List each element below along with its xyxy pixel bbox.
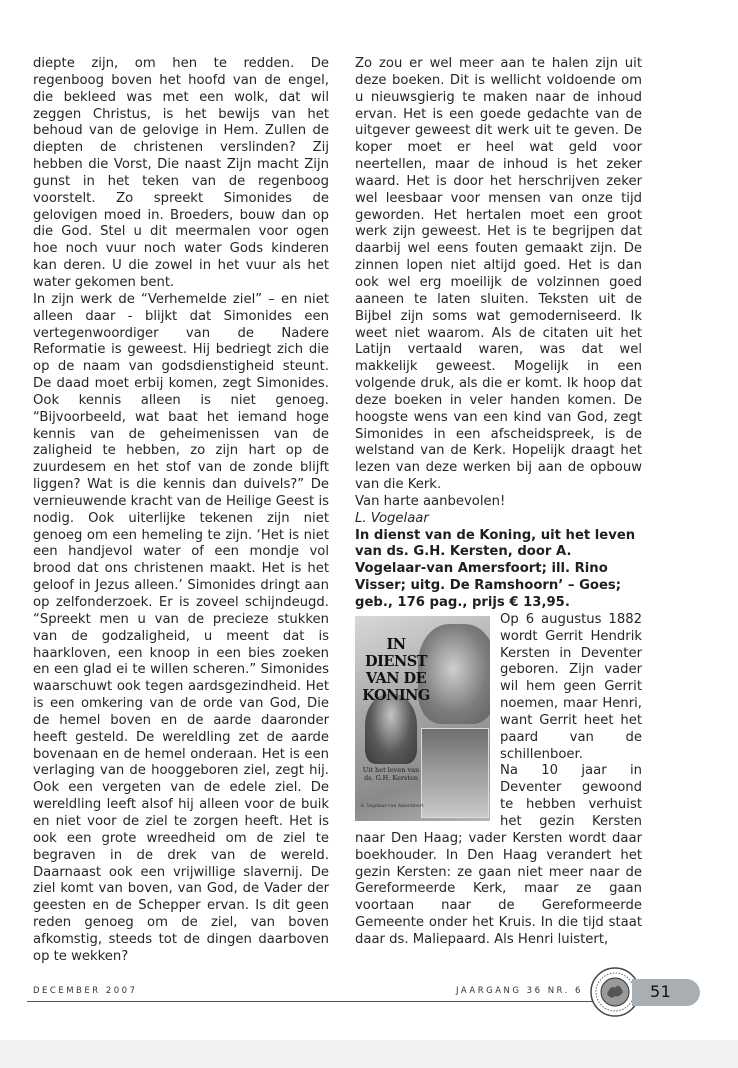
- cover-scene-photo: [421, 728, 489, 818]
- right-paragraph-1: Zo zou er wel meer aan te halen zijn uit deze boeken. Dit is wellicht voldoende om u nieuwsgierig te maken naar de inhoud ervan. Het is een goede gedachte van de uitgever geweest dit werk uit te geven. De koper moet er heel wat geld voor neertellen, maar de inhoud is het zeker waard. Het is door het herschrijven zeker wel leesbaar voor mensen van onze tijd geworden. Het hertalen moet een groot werk zijn geweest. Het is te begrijpen dat daarbij wel eens fouten gemaakt zijn. De zinnen lopen niet altijd goed. Het is dan ook wel erg moeilijk de volzinnen goed aaneen te laten sluiten. Teksten uit de Bijbel zijn soms wat gemoderniseerd. Ik weet niet waarom. Als de citaten uit het Latijn vertaald waren, was dat wel makkelijk geweest. Mogelijk in een volgende druk, als die er komt. Ik hoop dat deze boeken in veler handen komen. De hoogste wens van een kind van God, zegt Simonides in een afscheidspreek, is de welstand van de Kerk. Hopelijk draagt het lezen van deze werken bij aan de opbouw van die Kerk.: [355, 56, 642, 493]
- book-cover-image: [355, 616, 490, 821]
- right-column: [355, 56, 642, 949]
- cover-title-line-1: IN DIENST: [365, 635, 427, 670]
- cover-title-line-3: KONING: [362, 686, 430, 704]
- review-paragraph-2: Na 10 jaar in Deventer gewoond te hebben verhuist het gezin Kersten naar Den Haag; vader Kersten wordt daar boekhouder. In Den Haag verandert het gezin Kersten: ze gaan niet meer naar de Gereformeerde Kerk, maar ze gaan voortaan naar de Gereformeerde Gemeente onder het Kruis. In die tijd staat daar ds. Maliepaard. Als Henri luistert,: [355, 763, 642, 947]
- page-number: 51: [650, 982, 672, 1001]
- left-paragraph-1: diepte zijn, om hen te redden. De regenboog boven het hoofd van de engel, die bekleed was met een wolk, dat wil zeggen Christus, is het bewijs van het behoud van de gelovige in Hem. Zullen de diepten de christenen verslinden? Zij hebben die Vorst, Die naast Zijn macht Zijn gunst in het teken van de regenboog voorstelt. Zo spreekt Simonides de gelovigen moed in. Broeders, bouw dan op die God. Stel u dit meermalen voor ogen hoe noch vuur noch water Gods kinderen kan deren. U die zowel in het vuur als het water gekomen bent.: [33, 56, 329, 290]
- cover-author: A. Vogelaar-van Amersfoort: [360, 803, 424, 809]
- book-review-body: [355, 612, 642, 949]
- review-paragraph-1: Op 6 augustus 1882 wordt Gerrit Hendrik Kersten in Deventer geboren. Zijn vader wil hem geen Gerrit noemen, maar Henri, want Gerrit heet het paard van de schillenboer.: [500, 611, 642, 762]
- footer-volume: JAARGANG 36 NR. 6: [456, 986, 583, 996]
- footer-date: DECEMBER 2007: [33, 986, 138, 996]
- cover-title: [361, 636, 431, 704]
- book-review-heading: In dienst van de Koning, uit het leven van ds. G.H. Kersten, door A. Vogelaar-van Amersfoort; ill. Rino Visser; uitg. De Ramshoorn’ – Goes; geb., 176 pag., prijs € 13,95.: [355, 527, 636, 610]
- right-paragraph-2: Van harte aanbevolen!: [355, 493, 506, 509]
- left-column: [33, 56, 329, 966]
- author-signature: L. Vogelaar: [355, 510, 429, 526]
- footer-divider: [27, 1001, 682, 1002]
- cover-title-line-2: VAN DE: [365, 669, 427, 687]
- scan-bottom-margin: [0, 1040, 738, 1068]
- cover-subtitle: Uit het leven van ds. G.H. Kersten: [362, 765, 420, 782]
- cover-boy-photo: [365, 694, 417, 764]
- left-paragraph-2: In zijn werk de “Verhemelde ziel” – en niet alleen daar - blijkt dat Simonides een vertegenwoordiger van de Nadere Reformatie is geweest. Hij bedriegt zich die op de naam van godsdienstigheid steunt. De daad moet erbij komen, zegt Simonides. Ook kennis alleen is niet genoeg. “Bijvoorbeeld, wat baat het iemand hoge kennis van de geheimenissen van de zaligheid te hebben, zo zijn hart op de zuurdesem en het stof van de zonde blijft liggen? Wat is die kennis dan duivels?” De vernieuwende kracht van de Heilige Geest is nodig. Ook uiterlijke tekenen zijn niet genoeg om een hemeling te zijn. ‘Het is niet een handjevol water of een mondje vol brood dat ons christenen maakt. Het is het geloof in Jezus alleen.’ Simonides dringt aan op zelfonderzoek. Er is zoveel schijndeugd. “Spreekt men u van de precieze stukken van de godzaligheid, u meent dat is haarkloven, een knoop in een bies zoeken en een glad ei te willen scheren.” Simonides waarschuwt ook tegen aardsgezindheid. Het is een omkering van de orde van God, Die de hemel boven en de aarde daaronder heeft gesteld. De wereldling zet de aarde bovenaan en de hemel onderaan. Het is een verlaging van de hooggeboren ziel, zegt hij. Ook een vergeten van de edele ziel. De wereldling leeft alsof hij alleen voor de buik en niet voor de ziel te zorgen heeft. Het is ook een grote wreedheid om de ziel te begraven in de drek van de wereld. Daarnaast ook een vrijwillige slavernij. De ziel komt van boven, van God, de Vader der geesten en de Schepper ervan. Is dit geen reden genoeg om de ziel, van boven afkomstig, steeds tot de dingen daarboven op te wekken?: [33, 291, 329, 964]
